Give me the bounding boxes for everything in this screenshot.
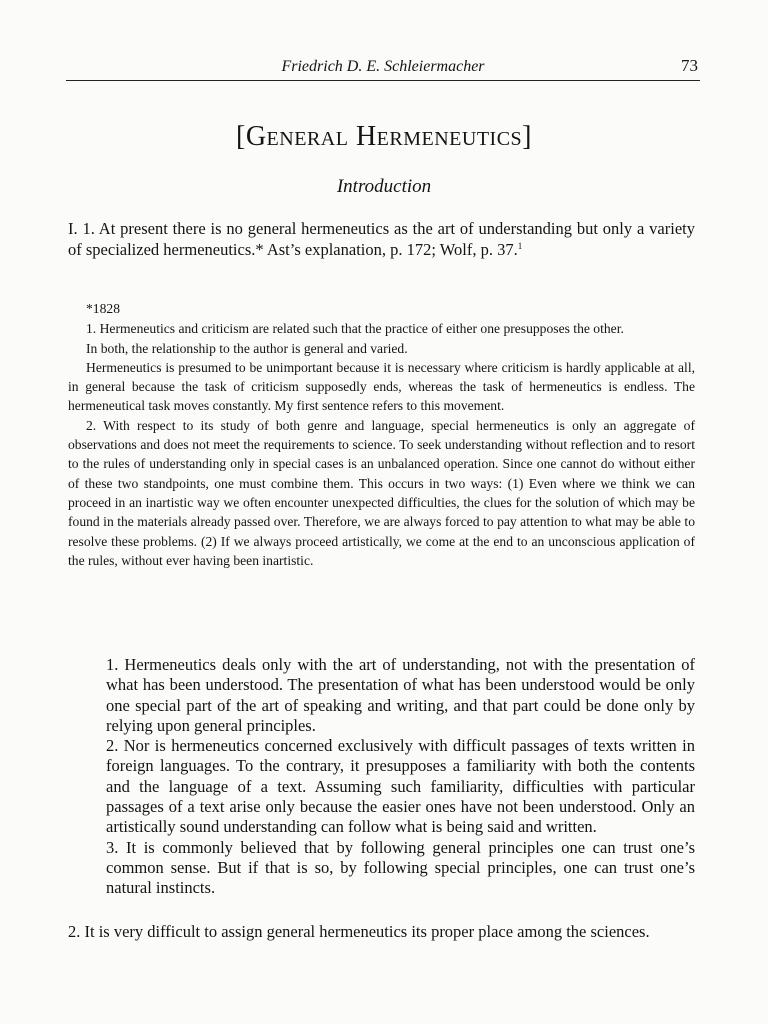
- final-paragraph: 2. It is very difficult to assign general hermeneutics its proper place among the sciences.: [68, 922, 650, 941]
- block-item: 1. Hermeneutics deals only with the art of understanding, not with the presentation of what has been understood. The presentation of what has been understood would be only one special part of the art of speaking and writing, and that part could be done only by relying upon general principles.: [106, 655, 695, 735]
- section-subtitle: Introduction: [336, 176, 432, 197]
- note-paragraph: 2. With respect to its study of both genre and language, special hermeneutics is only an aggregate of observations and does not meet the requirements to science. To seek understanding without reflection and to resort to the rules of understanding only in special cases is an unbalanced operation. Since one cannot do without either of these two standpoints, one must combine them. This occurs in two ways: (1) Even where we think we can proceed in an inartistic way we often encounter unexpected difficulties, the clues for the solution of which may be found in the materials already passed over. Therefore, we are always forced to pay attention to what may be able to resolve these problems. (2) If we always proceed artistically, we come at the end to an unconscious application of the rules, without ever having been inartistic.: [68, 417, 695, 568]
- main-paragraph-text: I. 1. At present there is no general hermeneutics as the art of understanding but only a variety of specialized hermeneutics.* Ast’s explanation, p. 172; Wolf, p. 37.: [68, 219, 695, 259]
- note-paragraph: In both, the relationship to the author is general and varied.: [86, 340, 408, 356]
- notes-section: [68, 299, 695, 570]
- page-header: [66, 52, 700, 81]
- page-title: [General Hermeneutics]: [236, 121, 532, 152]
- block-item: 3. It is commonly believed that by following general principles one can trust one’s common sense. But if that is so, by following special principles, one can trust one’s natural instincts.: [106, 837, 695, 898]
- page-number: 73: [681, 56, 698, 75]
- note-paragraph: 1. Hermeneutics and criticism are related such that the practice of either one presupposes the other.: [86, 321, 624, 337]
- main-paragraph: [68, 218, 695, 260]
- running-head: Friedrich D. E. Schleiermacher: [281, 58, 485, 75]
- footnote-mark: 1: [517, 241, 523, 251]
- indented-block: [106, 655, 695, 899]
- note-paragraph: Hermeneutics is presumed to be unimportant because it is necessary where criticism is hardly applicable at all, in general because the task of criticism supposedly ends, whereas the task of hermeneutics is endless. The hermeneutical task moves constantly. My first sentence refers to this movement.: [68, 359, 695, 414]
- block-item: 2. Nor is hermeneutics concerned exclusively with difficult passages of texts written in foreign languages. To the contrary, it presupposes a familiarity with both the contents and the language of a text. Assuming such familiarity, difficulties with particular passages of a text arise only because the easier ones have not been understood. Only an artistically sound understanding can follow what is being said and written.: [106, 736, 695, 837]
- note-date: *1828: [86, 301, 120, 316]
